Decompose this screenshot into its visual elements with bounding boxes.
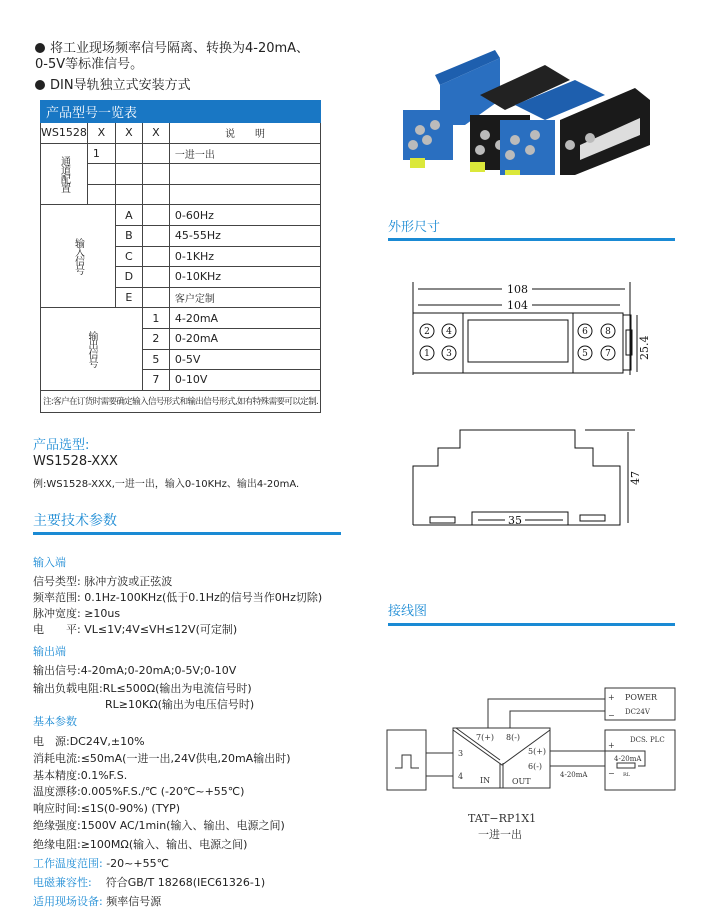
spec-line: 温度漂移:0.005%F.S./℃ (-20℃~+55℃) [33,785,245,798]
loop-label: 4-20mA [614,755,642,763]
terminal-8: 8(-) [506,733,521,742]
out-label: OUT [512,777,531,786]
terminal-label: 5 [582,349,588,359]
desc: 客户定制 [169,287,320,308]
desc: 0-1KHz [169,246,320,267]
terminal-label: 7 [605,349,611,359]
spec-line: 频率范围: 0.1Hz-100KHz(低于0.1Hz的信号当作0Hz切除) [33,591,323,604]
wiring-diagram [380,670,680,850]
dim-25-label: 25.4 [638,335,651,360]
spec-line: RL≥10KΩ(输出为电压信号时) [105,698,255,711]
wiring-model-sub: 一进一出 [478,828,522,841]
header-x: X [87,123,115,144]
dim-104-label: 104 [507,299,528,312]
desc: 0-10KHz [169,267,320,288]
spec-line: 信号类型: 脉冲方波或正弦波 [33,575,173,588]
plus: + [608,693,615,702]
terminal-label: 4 [446,327,452,337]
terminal-7: 7(+) [476,733,495,742]
terminal-label: 2 [424,327,430,337]
dim-35-label: 35 [508,514,522,527]
header-x: X [142,123,169,144]
input-label: 输入信号 [41,205,116,308]
wiring-model: TAT−RP1X1 [468,812,537,825]
dimensions-title: 外形尺寸 [388,220,441,235]
bullet-icon [35,43,45,53]
spec-line: 响应时间:≤1S(0-90%) (TYP) [33,802,181,815]
plc-label: DCS. PLC [630,736,665,744]
dim-47-label: 47 [629,471,642,485]
terminal-label: 3 [446,349,452,359]
desc: 4-20mA [169,308,320,329]
feature-1-cont: 0-5V等标准信号。 [35,57,144,72]
code: 1 [142,308,169,329]
selection-model: WS1528-XXX [33,454,118,469]
input-title: 输入端 [33,556,66,569]
code: 7 [142,370,169,391]
terminal-6: 6(-) [528,762,543,771]
code: 1 [87,143,115,164]
header-desc: 说 明 [169,123,320,144]
terminal-label: 8 [605,327,611,337]
wiring-title: 接线图 [388,604,428,619]
code: C [115,246,142,267]
specs-title: 主要技术参数 [33,513,117,529]
terminal-label: 1 [424,349,430,359]
product-photo [395,50,685,175]
feature-2: DIN导轨独立式安装方式 [35,74,191,93]
signal-source [387,730,426,790]
code: 2 [142,328,169,349]
spec-line: 绝缘电阻:≥100MΩ(输入、输出、电源之间) [33,838,248,851]
table-title: 产品型号一览表 [41,101,321,123]
divider [388,238,675,241]
dc24v-label: DC24V [625,708,650,716]
code: A [115,205,142,226]
basic-title: 基本参数 [33,715,77,728]
spec-line: 绝缘强度:1500V AC/1min(输入、输出、电源之间) [33,819,285,832]
code: B [115,225,142,246]
output-label: 输出信号 [41,308,143,390]
device: 适用现场设备: 频率信号源 [33,895,162,908]
desc: 0-5V [169,349,320,370]
desc: 45-55Hz [169,225,320,246]
spec-line: 脉冲宽度: ≥10us [33,607,121,620]
plus: + [608,741,615,750]
power-label: POWER [625,693,658,702]
model-table [40,100,321,413]
selection-title: 产品选型: [33,438,90,453]
output-title: 输出端 [33,645,66,658]
terminal-4: 4 [458,772,464,781]
desc: 0-10V [169,370,320,391]
terminal-5: 5(+) [528,747,547,756]
spec-line: 电 平: VL≤1V;4V≤VH≤12V(可定制) [33,623,238,636]
table-note: 注:客户在订货时需要确定输入信号形式和输出信号形式,如有特殊需要可以定制. [41,390,321,412]
minus: − [608,711,615,720]
divider [33,532,341,535]
code: E [115,287,142,308]
divider [388,623,675,626]
header-model: WS1528 [41,123,88,144]
header-x: X [115,123,142,144]
code: D [115,267,142,288]
code: 5 [142,349,169,370]
terminal-3: 3 [458,749,464,758]
spec-line: 输出负载电阻:RL≤500Ω(输出为电流信号时) [33,682,252,695]
spec-line: 电 源:DC24V,±10% [33,735,145,748]
minus: − [608,769,615,778]
spec-line: 消耗电流:≤50mA(一进一出,24V供电,20mA输出时) [33,752,291,765]
terminal-label: 6 [582,327,588,337]
dimension-drawing [380,276,690,536]
desc: 0-20mA [169,328,320,349]
rl-label: RL [623,772,631,778]
pulse-icon [395,755,419,768]
channel-label: 通道配置 [41,143,88,205]
output-current-label: 4-20mA [560,771,588,779]
spec-line: 输出信号:4-20mA;0-20mA;0-5V;0-10V [33,664,237,677]
desc: 0-60Hz [169,205,320,226]
in-label: IN [480,776,491,785]
spec-line: 基本精度:0.1%F.S. [33,769,128,782]
bullet-icon [35,80,45,90]
selection-example: 例:WS1528-XXX,一进一出，输入0-10KHz、输出4-20mA. [33,479,300,490]
emc: 电磁兼容性: 符合GB/T 18268(IEC61326-1) [33,876,266,889]
desc: 一进一出 [169,143,320,164]
dim-108-label: 108 [507,283,528,296]
temp-range: 工作温度范围: -20~+55℃ [33,857,169,870]
feature-1: 将工业现场频率信号隔离、转换为4-20mA、 [35,37,309,56]
